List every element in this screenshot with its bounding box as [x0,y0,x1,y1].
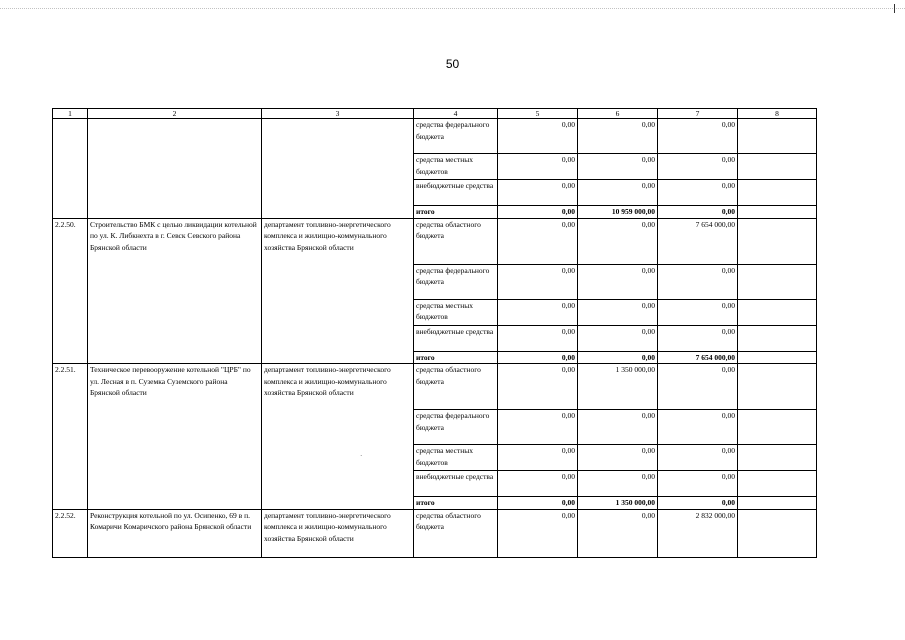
item-name: Техническое перевооружение котельной "ЦРБ" по ул. Лесная в п. Суземка Суземского района Брянской области [88,364,262,510]
value-col7: 0,00 [658,497,738,510]
value-col8 [738,299,817,325]
value-col5: 0,00 [498,180,578,206]
value-col8 [738,218,817,264]
page-number: 50 [445,57,460,71]
value-col7: 0,00 [658,180,738,206]
value-col7: 7 654 000,00 [658,351,738,364]
value-col6: 0,00 [578,180,658,206]
funding-source: средства местных бюджетов [414,154,498,180]
value-col8 [738,445,817,471]
value-col8 [738,119,817,154]
value-col7: 2 832 000,00 [658,509,738,557]
item-number [53,119,88,219]
column-number: 3 [262,109,414,119]
item-number: 2.2.51. [53,364,88,510]
value-col6: 0,00 [578,471,658,497]
funding-row [53,364,817,410]
value-col6: 0,00 [578,351,658,364]
value-col5: 0,00 [498,364,578,410]
value-col7: 0,00 [658,299,738,325]
funding-source: средства областного бюджета [414,509,498,557]
value-col7: 0,00 [658,119,738,154]
funding-source: внебюджетные средства [414,471,498,497]
value-col8 [738,154,817,180]
column-number: 8 [738,109,817,119]
value-col5: 0,00 [498,325,578,351]
item-number: 2.2.52. [53,509,88,557]
column-number: 1 [53,109,88,119]
value-col7: 0,00 [658,410,738,445]
funding-source: средства областного бюджета [414,218,498,264]
value-col5: 0,00 [498,410,578,445]
value-col8 [738,351,817,364]
funding-source: средства федерального бюджета [414,119,498,154]
value-col7: 0,00 [658,364,738,410]
value-col6: 1 350 000,00 [578,364,658,410]
column-number: 4 [414,109,498,119]
value-col6: 0,00 [578,445,658,471]
value-col8 [738,509,817,557]
value-col7: 0,00 [658,264,738,299]
funding-source: внебюджетные средства [414,325,498,351]
value-col5: 0,00 [498,206,578,219]
funding-source: средства областного бюджета [414,364,498,410]
funding-source: средства местных бюджетов [414,299,498,325]
value-col6: 0,00 [578,410,658,445]
value-col8 [738,497,817,510]
budget-table [52,108,817,558]
value-col8 [738,206,817,219]
funding-source: средства федерального бюджета [414,264,498,299]
scan-edge-mark [894,4,895,13]
funding-row [53,509,817,557]
funding-source: итого [414,351,498,364]
value-col6: 0,00 [578,299,658,325]
value-col5: 0,00 [498,509,578,557]
value-col6: 0,00 [578,509,658,557]
funding-row [53,119,817,154]
column-number-row [53,109,817,119]
item-name [88,119,262,219]
funding-source: внебюджетные средства [414,180,498,206]
value-col5: 0,00 [498,445,578,471]
value-col7: 0,00 [658,471,738,497]
item-executor [262,119,414,219]
value-col6: 10 959 000,00 [578,206,658,219]
value-col8 [738,410,817,445]
value-col7: 0,00 [658,445,738,471]
column-number: 6 [578,109,658,119]
value-col6: 1 350 000,00 [578,497,658,510]
value-col8 [738,471,817,497]
column-number: 2 [88,109,262,119]
funding-row [53,218,817,264]
column-number: 7 [658,109,738,119]
item-executor: департамент топливно-энергетического комплекса и жилищно-коммунального хозяйства Брянской области [262,509,414,557]
value-col5: 0,00 [498,264,578,299]
value-col7: 0,00 [658,206,738,219]
value-col5: 0,00 [498,154,578,180]
value-col5: 0,00 [498,119,578,154]
value-col6: 0,00 [578,119,658,154]
scan-speck: · [360,452,363,460]
funding-source: итого [414,206,498,219]
value-col7: 7 654 000,00 [658,218,738,264]
value-col8 [738,325,817,351]
value-col5: 0,00 [498,471,578,497]
value-col8 [738,180,817,206]
value-col5: 0,00 [498,299,578,325]
value-col6: 0,00 [578,154,658,180]
value-col5: 0,00 [498,351,578,364]
item-executor: департамент топливно-энергетического комплекса и жилищно-коммунального хозяйства Брянской области [262,364,414,510]
item-executor: департамент топливно-энергетического комплекса и жилищно-коммунального хозяйства Брянской области [262,218,414,364]
scan-edge-dots [0,8,905,17]
value-col6: 0,00 [578,264,658,299]
item-name: Реконструкция котельной по ул. Осипенко, 69 в п. Комаричи Комаричского района Брянской области [88,509,262,557]
value-col6: 0,00 [578,218,658,264]
item-name: Строительство БМК с целью ликвидации котельной по ул. К. Либкнехта в г. Севск Севского района Брянской области [88,218,262,364]
value-col8 [738,364,817,410]
item-number: 2.2.50. [53,218,88,364]
value-col5: 0,00 [498,218,578,264]
funding-source: средства местных бюджетов [414,445,498,471]
column-number: 5 [498,109,578,119]
value-col5: 0,00 [498,497,578,510]
value-col7: 0,00 [658,325,738,351]
value-col8 [738,264,817,299]
funding-source: итого [414,497,498,510]
value-col6: 0,00 [578,325,658,351]
funding-source: средства федерального бюджета [414,410,498,445]
value-col7: 0,00 [658,154,738,180]
